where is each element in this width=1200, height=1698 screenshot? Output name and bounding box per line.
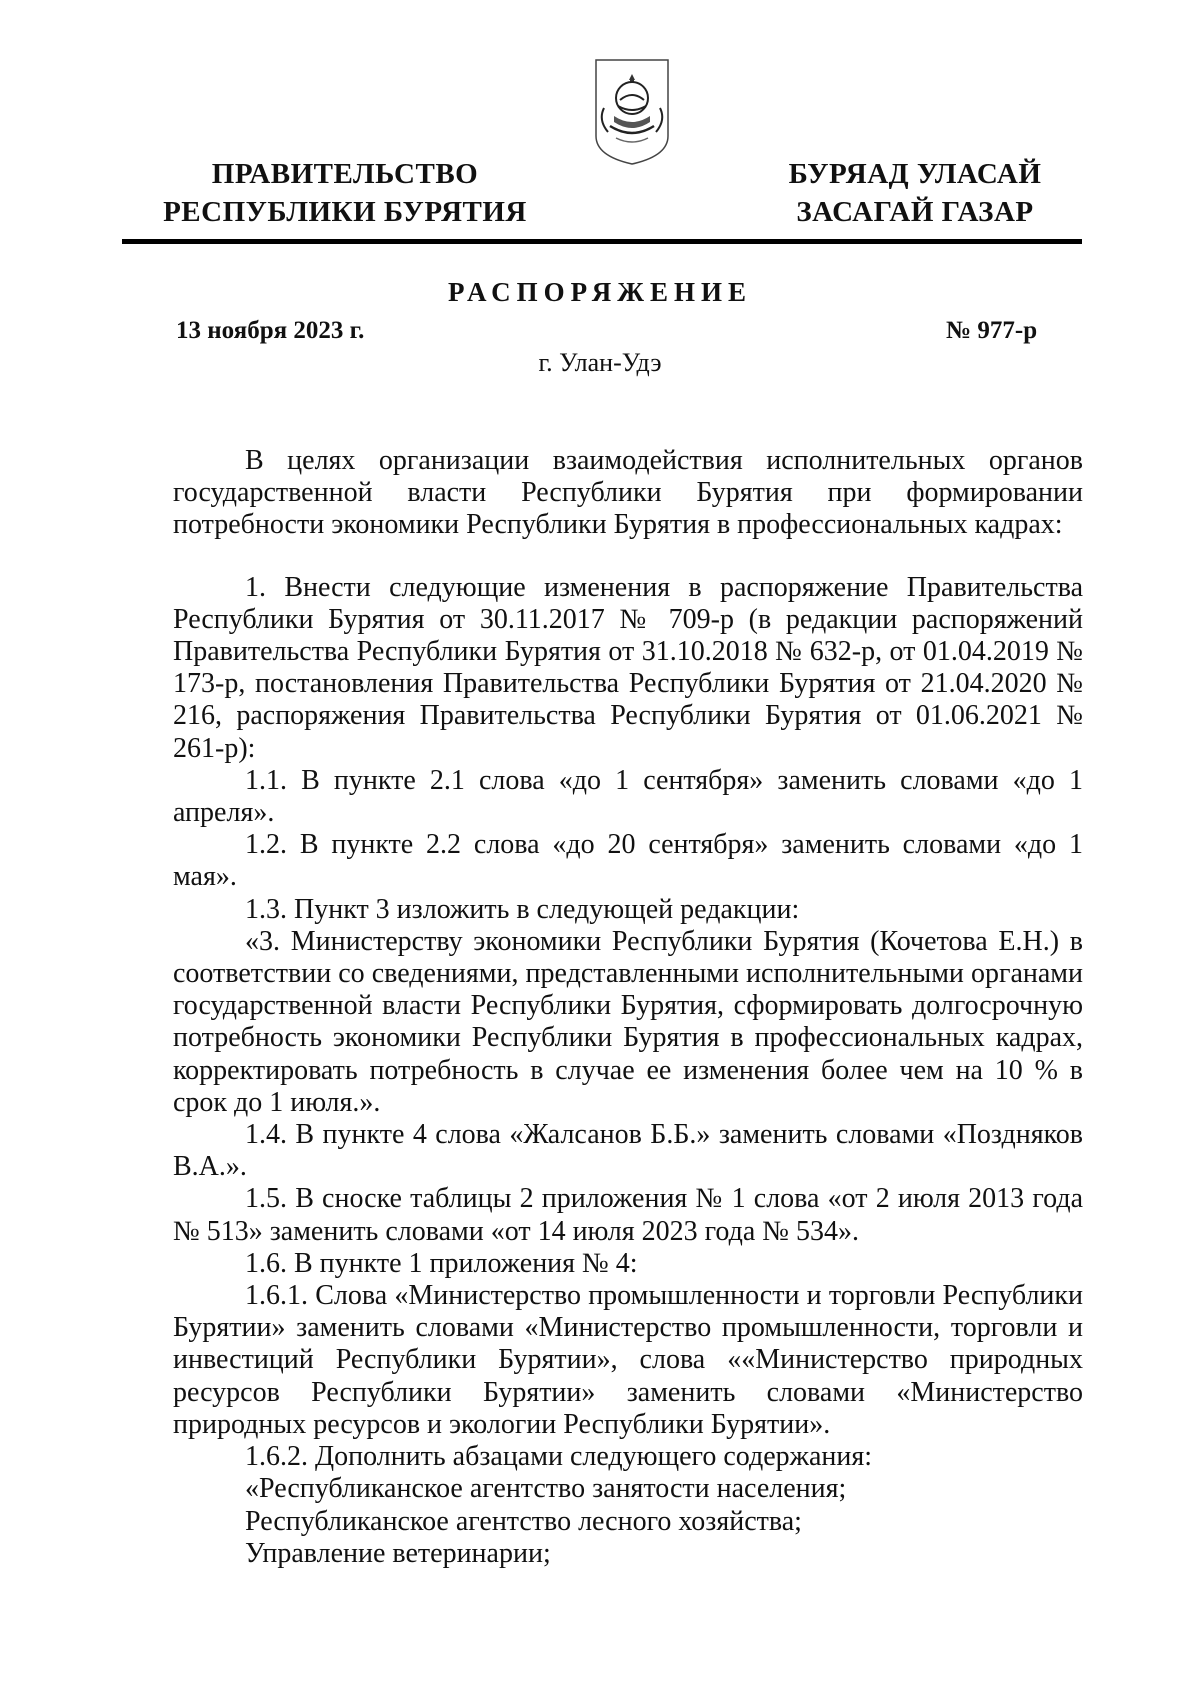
- coat-of-arms-icon: [592, 56, 672, 168]
- item-1-1: 1.1. В пункте 2.1 слова «до 1 сентября» заменить словами «до 1 апреля».: [173, 764, 1083, 829]
- item-1-4: 1.4. В пункте 4 слова «Жалсанов Б.Б.» заменить словами «Поздняков В.А.».: [173, 1119, 1083, 1183]
- document-body: [173, 445, 1083, 1570]
- government-name-line2: РЕСПУБЛИКИ БУРЯТИЯ: [163, 196, 527, 228]
- item-1-6-1: 1.6.1. Слова «Министерство промышленности и торговли Республики Бурятии» заменить словами «Министерство промышленности, торговли и инвестиций Республики Бурятии», слова ««Министерство природных ресурсов Республики Бурятии» заменить словами «Министерство природных ресурсов и экологии Республики Бурятии».: [173, 1280, 1083, 1440]
- item-1-3: 1.3. Пункт 3 изложить в следующей редакции:: [245, 893, 800, 925]
- government-name-buryat: [770, 155, 1060, 231]
- list-line: Управление ветеринарии;: [245, 1537, 551, 1569]
- government-name-buryat-line2: ЗАСАГАЙ ГАЗАР: [796, 196, 1034, 228]
- government-name-line1: ПРАВИТЕЛЬСТВО: [211, 158, 479, 190]
- document-title: РАСПОРЯЖЕНИЕ: [447, 277, 753, 307]
- item-1-2: 1.2. В пункте 2.2 слова «до 20 сентября» заменить словами «до 1 мая».: [173, 829, 1083, 893]
- header-divider: [122, 239, 1082, 244]
- item-1-6: 1.6. В пункте 1 приложения № 4:: [245, 1247, 638, 1279]
- item-1-5: 1.5. В сноске таблицы 2 приложения № 1 слова «от 2 июля 2013 года № 513» заменить словами «от 14 июля 2023 года № 534».: [173, 1183, 1083, 1247]
- document-city: г. Улан-Удэ: [538, 348, 662, 377]
- government-name-russian: [160, 155, 530, 231]
- document-number: № 977-р: [946, 317, 1038, 344]
- item-1-3-quote: «3. Министерству экономики Республики Бурятия (Кочетова Е.Н.) в соответствии со сведениями, представленными исполнительными органами государственной власти Республики Бурятия, сформировать долгосрочную потребность экономики Республики Бурятия в профессиональных кадрах, корректировать потребность в случае ее изменения более чем на 10 % в срок до 1 июля.».: [173, 925, 1083, 1118]
- list-line: «Республиканское агентство занятости населения;: [245, 1473, 847, 1505]
- item-1-6-2: 1.6.2. Дополнить абзацами следующего содержания:: [245, 1441, 873, 1473]
- government-name-buryat-line1: БУРЯАД УЛАСАЙ: [788, 158, 1042, 190]
- item-1: 1. Внести следующие изменения в распоряжение Правительства Республики Бурятия от 30.11.2017 № 709-р (в редакции распоряжений Правительства Республики Бурятия от 31.10.2018 № 632-р, от 01.04.2019 № 173-р, постановления Правительства Республики Бурятия от 21.04.2020 № 216, распоряжения Правительства Республики Бурятия от 01.06.2021 № 261-р):: [173, 571, 1083, 764]
- preamble-paragraph: В целях организации взаимодействия исполнительных органов государственной власти Республики Бурятия при формировании потребности экономики Республики Бурятия в профессиональных кадрах:: [173, 445, 1083, 541]
- list-line: Республиканское агентство лесного хозяйства;: [245, 1505, 802, 1537]
- document-date: 13 ноября 2023 г.: [176, 317, 365, 344]
